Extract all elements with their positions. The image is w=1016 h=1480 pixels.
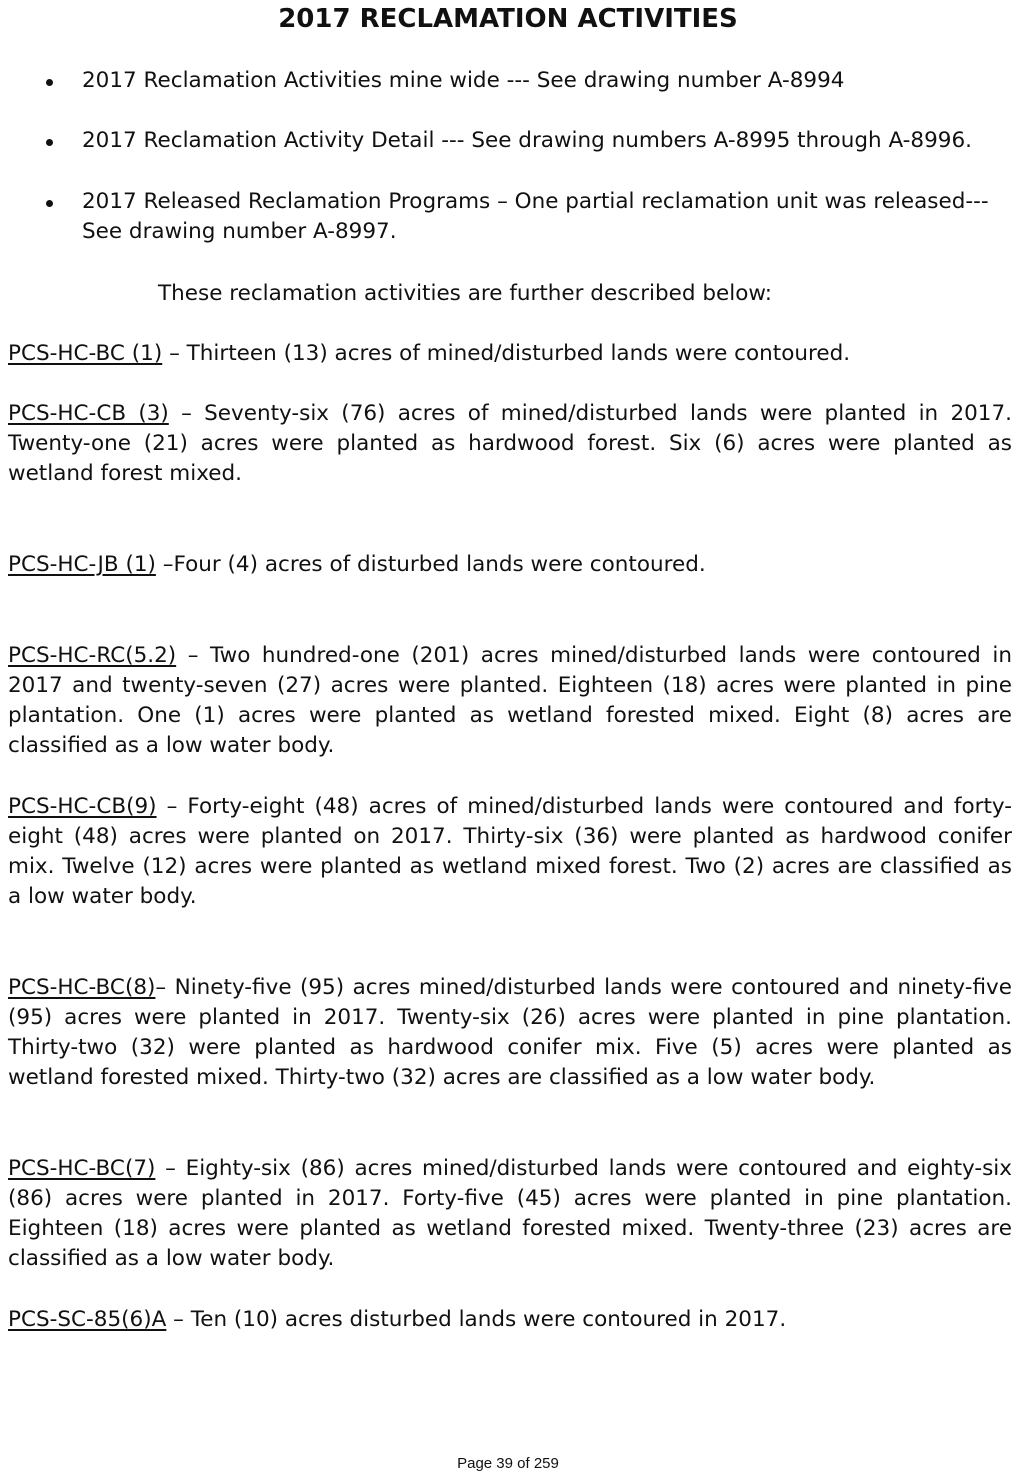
paragraph-pcs-hc-rc-5-2 bbox=[8, 641, 1012, 761]
unit-code: PCS-HC-BC(7) bbox=[8, 1156, 156, 1181]
paragraph-pcs-hc-bc-1 bbox=[8, 339, 1012, 369]
paragraph-text: – Thirteen (13) acres of mined/disturbed lands were contoured. bbox=[162, 341, 851, 366]
intro-text: These reclamation activities are further described below: bbox=[158, 281, 773, 306]
paragraph-pcs-sc-85-6-a bbox=[8, 1305, 1012, 1335]
bullet-text: 2017 Released Reclamation Programs – One partial reclamation unit was released---See drawing number A-8997. bbox=[82, 189, 989, 244]
unit-code: PCS-HC-RC(5.2) bbox=[8, 643, 177, 668]
bullet-item bbox=[82, 187, 1008, 247]
unit-code: PCS-HC-BC (1) bbox=[8, 341, 163, 366]
bullet-icon bbox=[46, 139, 53, 146]
bullet-text: 2017 Reclamation Activities mine wide --- See drawing number A-8994 bbox=[82, 68, 845, 93]
paragraph-pcs-hc-cb-9 bbox=[8, 792, 1012, 912]
paragraph-pcs-hc-cb-3 bbox=[8, 399, 1012, 489]
bullet-text: 2017 Reclamation Activity Detail --- See drawing numbers A-8995 through A-8996. bbox=[82, 128, 972, 153]
bullet-icon bbox=[46, 79, 53, 86]
paragraph-text: –Four (4) acres of disturbed lands were contoured. bbox=[155, 552, 706, 577]
paragraph-pcs-hc-bc-8 bbox=[8, 973, 1012, 1093]
paragraph-text: – Two hundred-one (201) acres mined/disturbed lands were contoured in 2017 and twenty-seven (27) acres were planted. Eighteen (18) acres were planted in pine plantation. One (1) acres were planted as wetland forested mixed. Eight (8) acres are classified as a low water body. bbox=[8, 643, 1012, 758]
unit-code: PCS-HC-BC(8) bbox=[8, 975, 156, 1000]
unit-code: PCS-HC-CB(9) bbox=[8, 794, 157, 819]
paragraph-text: – Seventy-six (76) acres of mined/disturbed lands were planted in 2017. Twenty-one (21) acres were planted as hardwood forest. Six (6) acres were planted as wetland forest mixed. bbox=[8, 401, 1012, 486]
paragraph-pcs-hc-bc-7 bbox=[8, 1154, 1012, 1274]
paragraph-text: – Ten (10) acres disturbed lands were contoured in 2017. bbox=[166, 1307, 787, 1332]
paragraph-text: – Eighty-six (86) acres mined/disturbed lands were contoured and eighty-six (86) acres were planted in 2017. Forty-five (45) acres were planted in pine plantation. Eighteen (18) acres were planted as wetland forested mixed. Twenty-three (23) acres are classified as a low water body. bbox=[8, 1156, 1012, 1271]
unit-code: PCS-SC-85(6)A bbox=[8, 1307, 167, 1332]
bullet-item bbox=[82, 126, 1008, 156]
page-title: 2017 RECLAMATION ACTIVITIES bbox=[278, 4, 738, 34]
paragraph-pcs-hc-jb-1 bbox=[8, 550, 1012, 580]
paragraph-text: – Forty-eight (48) acres of mined/disturbed lands were contoured and forty-eight (48) acres were planted on 2017. Thirty-six (36) were planted as hardwood conifer mix. Twelve (12) acres were planted as wetland mixed forest. Two (2) acres are classified as a low water body. bbox=[8, 794, 1012, 909]
page-number: Page 39 of 259 bbox=[457, 1455, 559, 1472]
unit-code: PCS-HC-JB (1) bbox=[8, 552, 156, 577]
bullet-item bbox=[82, 66, 1008, 96]
paragraph-text: – Ninety-five (95) acres mined/disturbed lands were contoured and ninety-five (95) acres were planted in 2017. Twenty-six (26) acres were planted in pine plantation. Thirty-two (32) were planted as hardwood conifer mix. Five (5) acres were planted as wetland forested mixed. Thirty-two (32) acres are classified as a low water body. bbox=[8, 975, 1012, 1090]
bullet-icon bbox=[46, 200, 53, 207]
unit-code: PCS-HC-CB (3) bbox=[8, 401, 169, 426]
